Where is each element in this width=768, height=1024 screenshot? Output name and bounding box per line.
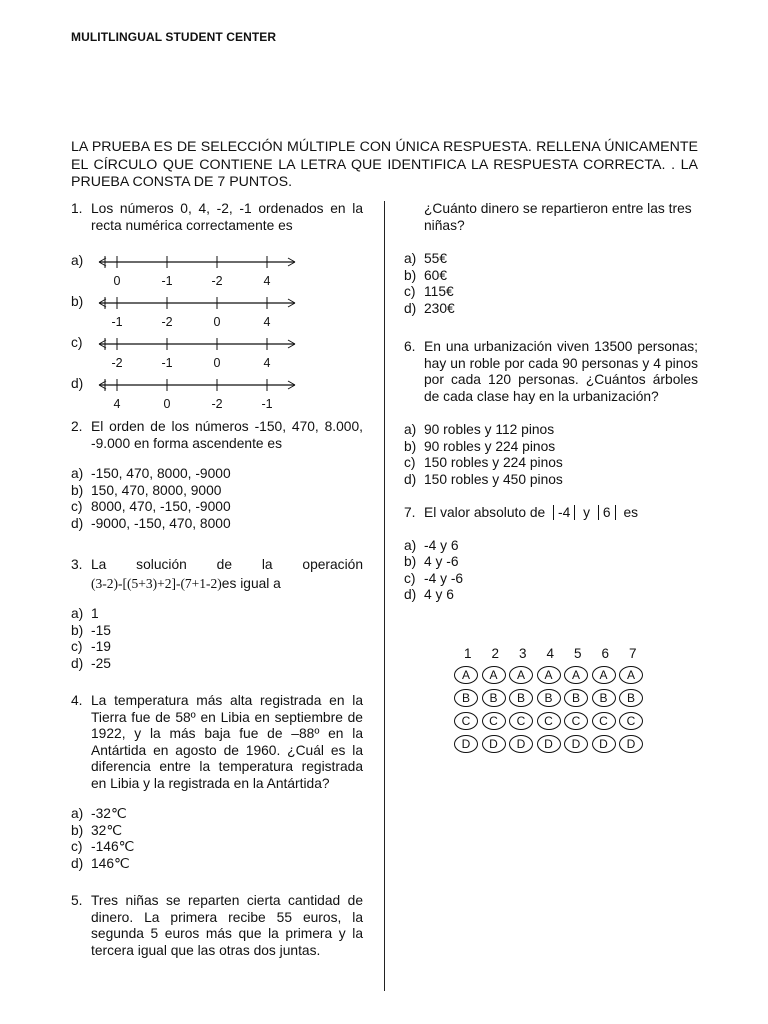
option-item bbox=[71, 483, 363, 500]
option-item bbox=[404, 571, 698, 588]
question-number: 3. bbox=[71, 557, 83, 572]
question-tail: es igual a bbox=[221, 575, 281, 591]
tick-label: 4 bbox=[263, 356, 271, 370]
option-item bbox=[404, 301, 698, 318]
option-letter: b) bbox=[71, 822, 84, 838]
answer-row bbox=[454, 666, 647, 684]
tick-labels bbox=[97, 355, 297, 371]
answer-number: 4 bbox=[546, 646, 554, 661]
option-letter: b) bbox=[404, 438, 417, 454]
options-list bbox=[71, 606, 363, 672]
question-number: 4. bbox=[71, 693, 83, 708]
answer-bubble[interactable]: A bbox=[509, 666, 533, 684]
answer-number: 6 bbox=[601, 646, 609, 661]
option-text: -19 bbox=[91, 639, 111, 654]
tick-label: 4 bbox=[263, 315, 271, 329]
option-text: 150 robles y 450 pinos bbox=[424, 471, 563, 487]
options-list bbox=[71, 806, 363, 872]
answer-number: 1 bbox=[463, 646, 472, 661]
option-item bbox=[71, 639, 363, 656]
number-line-options bbox=[71, 255, 363, 419]
answer-sheet-bubbles bbox=[454, 666, 647, 753]
question-number: 7. bbox=[404, 505, 416, 520]
answer-number: 5 bbox=[573, 646, 582, 661]
tick-label: 0 bbox=[213, 356, 221, 370]
number-line-option bbox=[71, 337, 363, 378]
option-item bbox=[404, 268, 698, 285]
abs-bar bbox=[598, 505, 599, 520]
answer-bubble[interactable]: D bbox=[564, 735, 588, 753]
option-item bbox=[404, 284, 698, 301]
option-item bbox=[404, 422, 698, 439]
answer-bubble[interactable]: B bbox=[509, 689, 533, 707]
option-item bbox=[404, 251, 698, 268]
operation-expression: (3-2)-[(5+3)+2]-(7+1-2) bbox=[91, 575, 222, 591]
option-text: 8000, 470, -150, -9000 bbox=[91, 499, 231, 514]
answer-bubble[interactable]: A bbox=[564, 666, 588, 684]
option-letter: c) bbox=[71, 499, 83, 514]
answer-bubble[interactable]: B bbox=[564, 689, 588, 707]
options-list bbox=[71, 466, 363, 532]
instructions: LA PRUEBA ES DE SELECCIÓN MÚLTIPLE CON ÚNICA RESPUESTA. RELLENA ÚNICAMENTE EL CÍRCULO QUE CONTIENE LA LETRA QUE IDENTIFICA LA RESPUESTA CORRECTA. . LA PRUEBA CONSTA DE 7 PUNTOS. bbox=[71, 139, 698, 190]
answer-bubble[interactable]: B bbox=[592, 689, 616, 707]
answer-number: 7 bbox=[628, 646, 637, 661]
option-text: 90 robles y 224 pinos bbox=[424, 438, 556, 454]
option-item bbox=[404, 554, 698, 571]
tick-label: -1 bbox=[261, 397, 273, 411]
option-item bbox=[71, 499, 363, 516]
question-number: 2. bbox=[71, 419, 83, 434]
option-item bbox=[71, 823, 363, 840]
option-letter: c) bbox=[71, 335, 83, 350]
question-text: El valor absoluto de bbox=[424, 505, 546, 520]
question-text: En una urbanización viven 13500 personas; hay un roble por cada 90 personas y 4 pinos por cada 120 personas. ¿Cuántos árboles de cada clase hay en la urbanización? bbox=[424, 339, 698, 404]
tick-labels bbox=[97, 396, 297, 412]
answer-bubble[interactable]: B bbox=[454, 689, 478, 707]
option-letter: d) bbox=[71, 655, 84, 671]
option-item bbox=[404, 439, 698, 456]
option-item bbox=[71, 806, 363, 823]
option-item bbox=[71, 856, 363, 873]
question-number: 6. bbox=[404, 339, 416, 354]
option-item bbox=[404, 472, 698, 489]
number-line-option bbox=[71, 296, 363, 337]
tick-label: 4 bbox=[113, 397, 121, 411]
option-text: 150, 470, 8000, 9000 bbox=[91, 482, 222, 498]
option-letter: a) bbox=[404, 537, 417, 553]
option-text: -4 y 6 bbox=[424, 537, 459, 553]
number-line bbox=[97, 337, 297, 351]
option-text: 55€ bbox=[424, 251, 448, 266]
option-item bbox=[404, 455, 698, 472]
option-letter: d) bbox=[404, 587, 417, 602]
option-letter: d) bbox=[404, 471, 417, 487]
option-letter: b) bbox=[71, 482, 84, 498]
answer-bubble[interactable]: A bbox=[619, 666, 643, 684]
answer-bubble[interactable]: D bbox=[537, 735, 561, 753]
tick-labels bbox=[97, 314, 297, 330]
answer-row bbox=[454, 712, 647, 730]
answer-bubble[interactable]: D bbox=[592, 735, 616, 753]
tick-label: -1 bbox=[161, 274, 173, 288]
answer-bubble[interactable]: C bbox=[537, 712, 561, 730]
question-text: La temperatura más alta registrada en la Tierra fue de 58º en Libia en septiembre de 1922, y la más baja fue de –88º en la Antártida en agosto de 1960. ¿Cuál es la diferencia entre la temperatura registrada en Libia y la registrada en la Antártida? bbox=[91, 693, 363, 791]
option-letter: d) bbox=[404, 300, 417, 316]
answer-bubble[interactable]: A bbox=[454, 666, 478, 684]
option-text: 90 robles y 112 pinos bbox=[424, 422, 555, 437]
option-item bbox=[71, 656, 363, 673]
option-text: 150 robles y 224 pinos bbox=[424, 455, 563, 470]
option-letter: c) bbox=[404, 284, 416, 299]
option-letter: c) bbox=[71, 639, 83, 654]
option-letter: b) bbox=[404, 554, 417, 569]
tick-label: 0 bbox=[113, 274, 121, 288]
abs-value-1: -4 bbox=[558, 505, 571, 520]
question-6 bbox=[404, 339, 698, 405]
answer-bubble[interactable]: B bbox=[482, 689, 506, 707]
number-line-option bbox=[71, 255, 363, 296]
answer-number: 3 bbox=[518, 646, 527, 661]
option-letter: b) bbox=[71, 622, 84, 638]
tick-label: -1 bbox=[161, 356, 173, 370]
answer-row bbox=[454, 735, 647, 753]
question-5-continuation: ¿Cuánto dinero se repartieron entre las tres niñas? bbox=[424, 201, 692, 233]
question-text: Los números 0, 4, -2, -1 ordenados en la recta numérica correctamente es bbox=[91, 201, 363, 233]
tick-label: -2 bbox=[161, 315, 173, 329]
option-text: -15 bbox=[91, 622, 111, 638]
tick-label: -2 bbox=[211, 397, 223, 411]
option-letter: d) bbox=[71, 515, 84, 531]
option-letter: a) bbox=[404, 251, 417, 266]
tick-label: 0 bbox=[213, 315, 221, 329]
options-list bbox=[404, 422, 698, 488]
number-line bbox=[97, 255, 297, 269]
option-text: -4 y -6 bbox=[424, 570, 464, 586]
abs-bar bbox=[574, 505, 575, 520]
answer-sheet bbox=[454, 646, 647, 753]
answer-bubble[interactable]: A bbox=[537, 666, 561, 684]
page-header: MULITLINGUAL STUDENT CENTER bbox=[71, 30, 277, 44]
left-column bbox=[71, 201, 363, 959]
option-letter: b) bbox=[71, 294, 84, 309]
question-number: 5. bbox=[71, 893, 83, 908]
option-text: -146℃ bbox=[91, 839, 135, 854]
answer-number: 2 bbox=[491, 646, 499, 661]
option-letter: b) bbox=[404, 267, 417, 283]
option-text: -32℃ bbox=[91, 806, 127, 821]
answer-bubble[interactable]: C bbox=[509, 712, 533, 730]
option-item bbox=[71, 623, 363, 640]
tick-label: -2 bbox=[111, 356, 123, 370]
option-text: 32℃ bbox=[91, 822, 122, 838]
answer-bubble[interactable]: D bbox=[619, 735, 643, 753]
answer-bubble[interactable]: B bbox=[619, 689, 643, 707]
question-3 bbox=[71, 557, 363, 574]
option-item bbox=[71, 466, 363, 483]
number-line bbox=[97, 296, 297, 310]
option-text: -9000, -150, 470, 8000 bbox=[91, 515, 231, 531]
abs-value-2: 6 bbox=[602, 505, 611, 520]
options-list bbox=[404, 251, 698, 317]
option-text: 60€ bbox=[424, 267, 448, 283]
answer-bubble[interactable]: D bbox=[509, 735, 533, 753]
right-column bbox=[404, 201, 698, 604]
question-number: 1. bbox=[71, 201, 83, 216]
option-letter: c) bbox=[71, 839, 83, 854]
tick-label: 0 bbox=[163, 397, 171, 411]
option-item bbox=[71, 516, 363, 533]
option-text: 4 y 6 bbox=[424, 587, 454, 602]
tick-label: -1 bbox=[111, 315, 123, 329]
question-1 bbox=[71, 201, 363, 234]
answer-bubble[interactable]: C bbox=[482, 712, 506, 730]
option-letter: a) bbox=[404, 422, 417, 437]
question-text: La solución de la operación bbox=[91, 557, 363, 572]
abs-bar bbox=[553, 505, 554, 520]
option-letter: a) bbox=[71, 466, 84, 481]
answer-bubble[interactable]: B bbox=[537, 689, 561, 707]
options-list bbox=[404, 538, 698, 604]
option-letter: d) bbox=[71, 855, 84, 871]
question-tail: es bbox=[623, 505, 639, 520]
question-5 bbox=[71, 893, 363, 959]
option-text: 4 y -6 bbox=[424, 554, 459, 569]
answer-bubble[interactable]: C bbox=[592, 712, 616, 730]
option-text: 146℃ bbox=[91, 855, 130, 871]
number-line bbox=[97, 378, 297, 392]
question-7 bbox=[404, 505, 698, 522]
column-divider bbox=[384, 201, 385, 991]
option-item bbox=[71, 839, 363, 856]
tick-label: 4 bbox=[263, 274, 271, 288]
option-text: 115€ bbox=[424, 284, 454, 299]
number-line-option bbox=[71, 378, 363, 419]
option-letter: c) bbox=[404, 455, 416, 470]
option-item bbox=[404, 587, 698, 604]
option-text: 1 bbox=[91, 606, 99, 621]
option-letter: a) bbox=[71, 253, 84, 268]
answer-row bbox=[454, 689, 647, 707]
question-text: Tres niñas se reparten cierta cantidad de dinero. La primera recibe 55 euros, la segunda 5 euros más que la primera y la tercera igual que las otras dos juntas. bbox=[91, 893, 363, 958]
answer-bubble[interactable]: C bbox=[564, 712, 588, 730]
option-letter: a) bbox=[71, 606, 84, 621]
question-text: El orden de los números -150, 470, 8.000, -9.000 en forma ascendente es bbox=[91, 419, 363, 451]
answer-bubble[interactable]: C bbox=[454, 712, 478, 730]
option-text: 230€ bbox=[424, 300, 455, 316]
answer-sheet-numbers bbox=[454, 646, 647, 661]
answer-bubble[interactable]: D bbox=[454, 735, 478, 753]
tick-label: -2 bbox=[211, 274, 223, 288]
option-text: -25 bbox=[91, 655, 111, 671]
option-letter: c) bbox=[404, 570, 416, 586]
operation-line bbox=[71, 576, 363, 593]
option-letter: a) bbox=[71, 806, 84, 821]
option-text: -150, 470, 8000, -9000 bbox=[91, 466, 231, 481]
tick-labels bbox=[97, 273, 297, 289]
abs-bar bbox=[615, 505, 616, 520]
question-2 bbox=[71, 419, 363, 452]
option-item bbox=[404, 538, 698, 555]
answer-bubble[interactable]: D bbox=[482, 735, 506, 753]
option-item bbox=[71, 606, 363, 623]
answer-bubble[interactable]: C bbox=[619, 712, 643, 730]
answer-bubble[interactable]: A bbox=[592, 666, 616, 684]
answer-bubble[interactable]: A bbox=[482, 666, 506, 684]
option-letter: d) bbox=[71, 376, 84, 391]
conjunction: y bbox=[583, 505, 591, 520]
question-4 bbox=[71, 693, 363, 792]
